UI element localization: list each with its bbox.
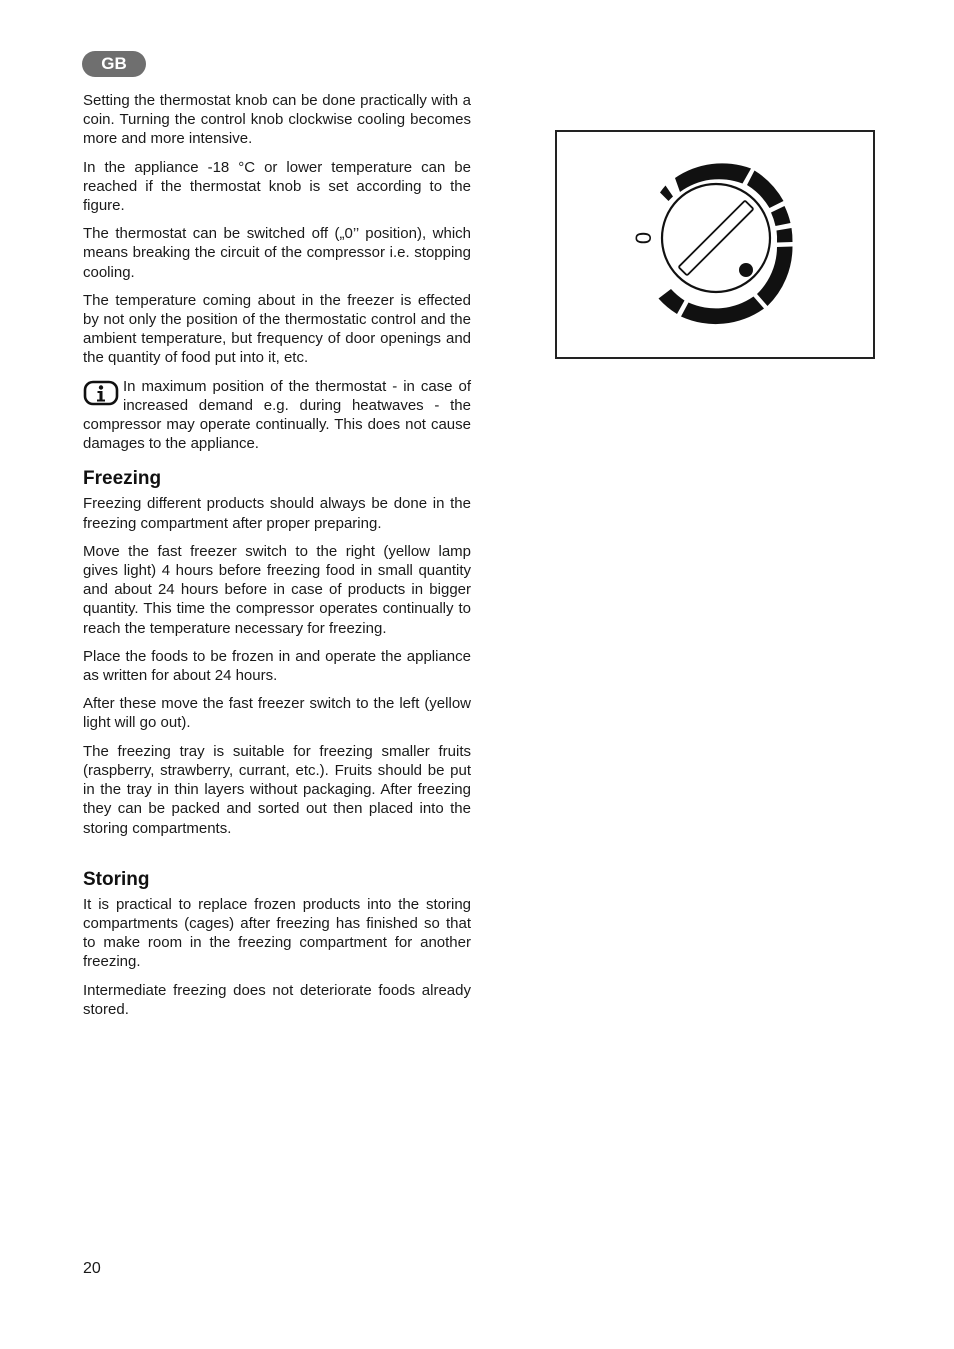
scale-segment xyxy=(660,186,673,202)
freezing-heading: Freezing xyxy=(83,468,162,490)
text-column xyxy=(83,91,471,1028)
intro-paragraph: The temperature coming about in the freezer is effected by not only the position of the thermostatic control and the ambient temperature, but frequency of door openings and the quantity of food put into it, etc. xyxy=(83,291,471,367)
scale-segment xyxy=(659,289,685,314)
freezing-paragraph: The freezing tray is suitable for freezing smaller fruits (raspberry, strawberry, currant, etc.). Fruits should be put in the tray in thin layers without packaging. After freezing they can be packed and sorted out then placed into the storing compartments. xyxy=(83,742,471,837)
info-note xyxy=(83,377,471,454)
intro-paragraph: Setting the thermostat knob can be done practically with a coin. Turning the control knob clockwise cooling becomes more and more intensive. xyxy=(83,92,471,148)
scale-segment xyxy=(777,228,793,243)
intro-paragraph: In the appliance -18 °C or lower temperature can be reached if the thermostat knob is set according to the figure. xyxy=(83,158,471,215)
freezing-paragraph: After these move the fast freezer switch to the left (yellow light will go out). xyxy=(83,695,471,732)
scale-segment xyxy=(771,206,791,226)
freezing-paragraph: Move the fast freezer switch to the right (yellow lamp gives light) 4 hours before freezing food in small quantity and about 24 hours before in case of products in bigger quantity. This time the compressor operates continually to reach the temperature necessary for freezing. xyxy=(83,542,471,637)
info-icon xyxy=(83,379,119,407)
freezing-paragraph: Place the foods to be frozen in and operate the appliance as written for about 24 hours. xyxy=(83,647,471,685)
page-number: 20 xyxy=(83,1260,101,1277)
storing-heading: Storing xyxy=(83,868,150,890)
thermostat-figure xyxy=(555,130,875,359)
indicator-dot-icon xyxy=(739,263,753,277)
language-badge: GB xyxy=(82,51,146,77)
off-position-label: 0 xyxy=(631,231,656,245)
info-note-text: In maximum position of the thermostat - in case of increased demand e.g. during heatwaves - the compressor may operate continually. This does not cause damages to the appliance. xyxy=(83,377,471,453)
scale-segment xyxy=(681,297,764,325)
thermostat-dial-diagram xyxy=(557,132,873,357)
storing-paragraph: It is practical to replace frozen products into the storing compartments (cages) after freezing has finished so that to make room in the freezing compartment for another freezing. xyxy=(83,895,471,971)
intro-paragraph: The thermostat can be switched off („0’’ position), which means breaking the circuit of the compressor i.e. stopping cooling. xyxy=(83,225,471,281)
freezing-paragraph: Freezing different products should always be done in the freezing compartment after proper preparing. xyxy=(83,495,471,532)
storing-paragraph: Intermediate freezing does not deteriorate foods already stored. xyxy=(83,981,471,1018)
